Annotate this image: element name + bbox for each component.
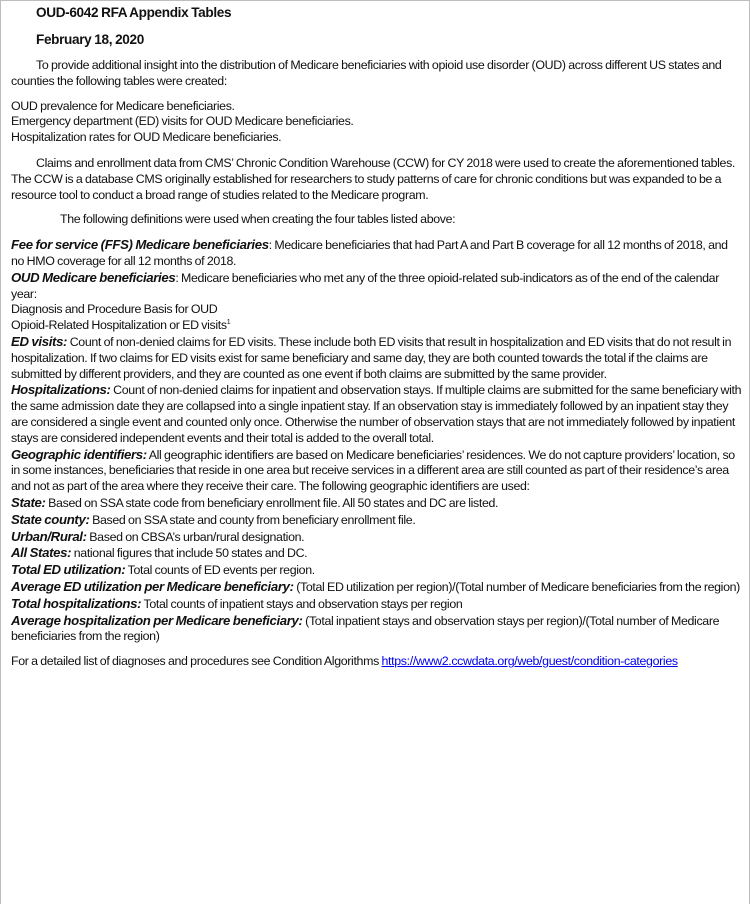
definition-oud bbox=[11, 270, 743, 303]
definition-text: Count of non-denied claims for ED visits. These include both ED visits that result in hospitalization and ED visits that do not result in hospitalization. If two claims for ED visits exist for same beneficiary and same day, they are both counted towards the total if the claims are submitted by different providers, and they are counted as one event if both claims are submitted by the same provider. bbox=[11, 334, 732, 381]
footer-paragraph bbox=[11, 654, 743, 670]
definition-term: Fee for service (FFS) Medicare beneficiaries bbox=[11, 237, 269, 253]
definition-state bbox=[11, 495, 743, 512]
definition-term: Geographic identifiers: bbox=[11, 446, 147, 462]
definition-text: : Medicare beneficiaries that had Part A and Part B coverage for all 12 months of 2018, and no HMO coverage for all 12 months of 2018. bbox=[11, 238, 728, 268]
definition-all-states bbox=[11, 545, 743, 562]
list-item: Emergency department (ED) visits for OUD Medicare beneficiaries. bbox=[11, 114, 354, 129]
definition-ffs bbox=[11, 237, 743, 270]
definition-term: Urban/Rural: bbox=[11, 528, 87, 544]
definition-text: Based on SSA state and county from beneficiary enrollment file. bbox=[89, 512, 416, 527]
definition-state-county bbox=[11, 512, 743, 529]
definition-hospitalizations bbox=[11, 382, 743, 446]
document-date: February 18, 2020 bbox=[36, 32, 144, 47]
definition-average-hospitalization bbox=[11, 613, 743, 646]
definition-term: Total ED utilization: bbox=[11, 562, 126, 578]
definition-text: Total counts of inpatient stays and observation stays per region bbox=[141, 596, 463, 611]
definition-text: (Total inpatient stays and observation stays per region)/(Total number of Medicare beneficiaries from the region) bbox=[11, 613, 720, 644]
definition-text: Based on SSA state code from beneficiary enrollment file. All 50 states and DC are listed. bbox=[45, 495, 499, 510]
definitions-list bbox=[11, 237, 743, 645]
definition-term: All States: bbox=[11, 545, 72, 561]
definition-text: : Medicare beneficiaries who met any of the three opioid-related sub-indicators as of the end of the calendar year: bbox=[11, 270, 719, 301]
intro-paragraph: To provide additional insight into the distribution of Medicare beneficiaries with opioid use disorder (OUD) across different US states and counties the following tables were created: bbox=[11, 58, 722, 88]
definition-term: State: bbox=[11, 494, 46, 510]
definition-ed-visits bbox=[11, 334, 743, 382]
definition-text: Based on CBSA’s urban/rural designation. bbox=[86, 529, 305, 544]
tables-list bbox=[11, 99, 743, 146]
definitions-intro: The following definitions were used when creating the four tables listed above: bbox=[60, 212, 456, 227]
definition-term: ED visits: bbox=[11, 333, 68, 349]
footnote-marker: 1 bbox=[226, 319, 231, 327]
definition-urban-rural bbox=[11, 529, 743, 546]
oud-sub-indicator bbox=[11, 318, 743, 334]
definition-term: OUD Medicare beneficiaries bbox=[11, 269, 176, 285]
definition-total-ed bbox=[11, 562, 743, 579]
document-title: OUD-6042 RFA Appendix Tables bbox=[36, 5, 232, 20]
list-item: OUD prevalence for Medicare beneficiaries. bbox=[11, 98, 235, 113]
definition-text: (Total ED utilization per region)/(Total number of Medicare beneficiaries from the region) bbox=[293, 579, 740, 594]
definition-text: All geographic identifiers are based on Medicare beneficiaries’ residences. We do not capture providers’ location, so in some instances, beneficiaries that reside in one area but receive services in a different area are still counted as part of their residence’s area and not as part of the area where they receive their care. The following geographic identifiers are used: bbox=[11, 447, 735, 494]
definition-term: Average ED utilization per Medicare beneficiary: bbox=[11, 578, 294, 594]
definition-term: Average hospitalization per Medicare beneficiary: bbox=[11, 612, 303, 628]
oud-sub-indicator: Diagnosis and Procedure Basis for OUD bbox=[11, 302, 218, 317]
definition-total-hospitalizations bbox=[11, 596, 743, 613]
data-source-paragraph: Claims and enrollment data from CMS’ Chronic Condition Warehouse (CCW) for CY 2018 were used to create the aforementioned tables. The CCW is a database CMS originally established for researchers to study patterns of care for chronic conditions but was expanded to be a resource tool to conduct a broad range of studies related to the Medicare program. bbox=[11, 155, 736, 202]
footer-text: For a detailed list of diagnoses and procedures see Condition Algorithms bbox=[11, 654, 382, 669]
oud-sub-indicator-text: Opioid-Related Hospitalization or ED visits bbox=[11, 318, 227, 333]
definition-geographic bbox=[11, 447, 743, 495]
definition-term: State county: bbox=[11, 511, 90, 527]
definition-text: Total counts of ED events per region. bbox=[125, 563, 315, 578]
definition-text: Count of non-denied claims for inpatient and observation stays. If multiple claims are submitted for the same beneficiary with the same admission date they are collapsed into a single inpatient stay. If an observation stay is immediately followed by an inpatient stay they are considered a single event and counted only once. Otherwise the number of observation stays that are not immediately followed by inpatient stays are considered independent events and their total is added to the overall total. bbox=[11, 383, 742, 445]
definition-text: national figures that include 50 states and DC. bbox=[71, 546, 308, 561]
definition-term: Total hospitalizations: bbox=[11, 595, 142, 611]
definition-average-ed bbox=[11, 579, 743, 596]
list-item: Hospitalization rates for OUD Medicare beneficiaries. bbox=[11, 130, 282, 145]
condition-algorithms-link[interactable]: https://www2.ccwdata.org/web/guest/condition-categories bbox=[381, 654, 678, 669]
definition-term: Hospitalizations: bbox=[11, 382, 111, 398]
document-content bbox=[11, 4, 743, 670]
